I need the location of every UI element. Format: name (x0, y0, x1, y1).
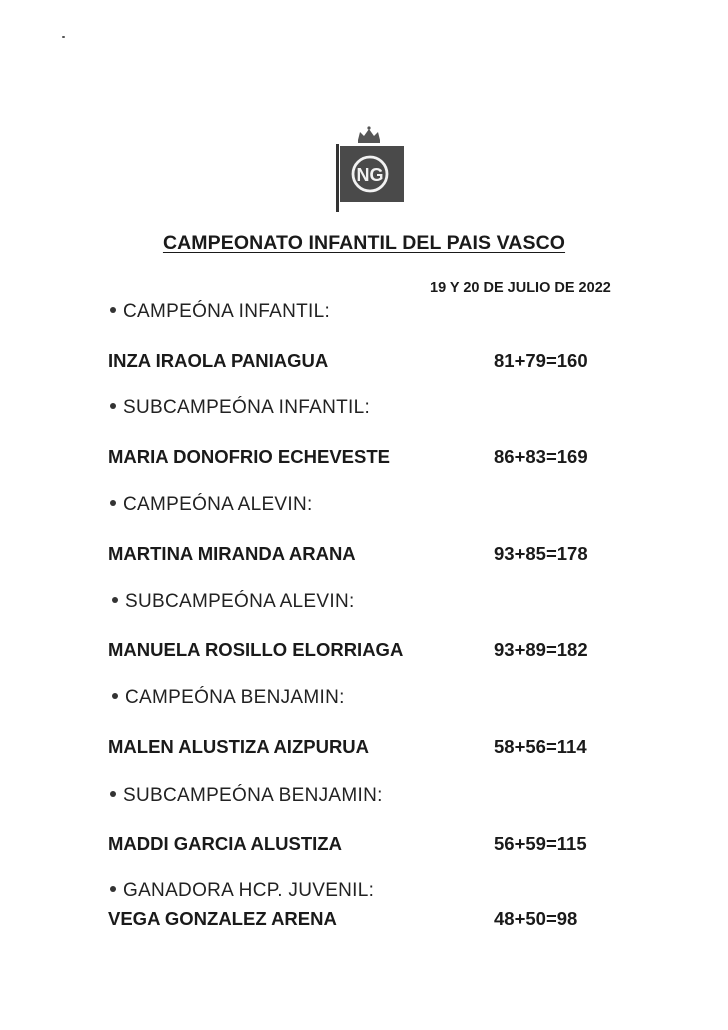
category-label (112, 687, 345, 709)
scan-speck (62, 36, 65, 38)
flagpole (336, 144, 339, 212)
player-score: 93+89=182 (494, 639, 588, 660)
bullet-icon (110, 403, 116, 409)
player-score: 93+85=178 (494, 543, 588, 564)
player-name: MANUELA ROSILLO ELORRIAGA (108, 639, 404, 660)
bullet-icon (110, 791, 116, 797)
player-name: MARTINA MIRANDA ARANA (108, 543, 356, 564)
document-title: CAMPEONATO INFANTIL DEL PAIS VASCO (162, 232, 566, 254)
crown-icon (358, 126, 380, 143)
player-name: INZA IRAOLA PANIAGUA (108, 350, 329, 371)
category-text: SUBCAMPEÓNA INFANTIL: (123, 397, 371, 418)
player-score: 48+50=98 (494, 908, 578, 929)
category-text: SUBCAMPEÓNA ALEVIN: (125, 591, 355, 612)
category-text: CAMPEÓNA BENJAMIN: (125, 687, 345, 708)
club-logo (330, 124, 408, 214)
category-label (110, 301, 330, 323)
category-label (112, 591, 355, 613)
bullet-icon (110, 500, 116, 506)
player-score: 86+83=169 (494, 446, 588, 467)
player-score: 56+59=115 (494, 833, 587, 854)
bullet-icon (110, 307, 116, 313)
category-label (110, 494, 313, 516)
bullet-icon (110, 886, 116, 892)
monogram-text: NG (356, 165, 384, 185)
category-text: CAMPEÓNA INFANTIL: (123, 301, 331, 322)
event-date: 19 Y 20 DE JULIO DE 2022 (430, 280, 611, 296)
category-label (110, 880, 374, 902)
player-name: MALEN ALUSTIZA AIZPURUA (108, 736, 370, 757)
category-label (110, 397, 370, 419)
bullet-icon (112, 693, 118, 699)
category-label (110, 785, 383, 807)
player-name: MADDI GARCIA ALUSTIZA (108, 833, 342, 854)
category-text: GANADORA HCP. JUVENIL: (123, 880, 375, 901)
player-name: VEGA GONZALEZ ARENA (108, 908, 337, 929)
player-score: 81+79=160 (494, 350, 588, 371)
category-text: SUBCAMPEÓNA BENJAMIN: (123, 785, 383, 806)
bullet-icon (112, 597, 118, 603)
player-score: 58+56=114 (494, 736, 587, 757)
player-name: MARIA DONOFRIO ECHEVESTE (108, 446, 390, 467)
category-text: CAMPEÓNA ALEVIN: (123, 494, 313, 515)
